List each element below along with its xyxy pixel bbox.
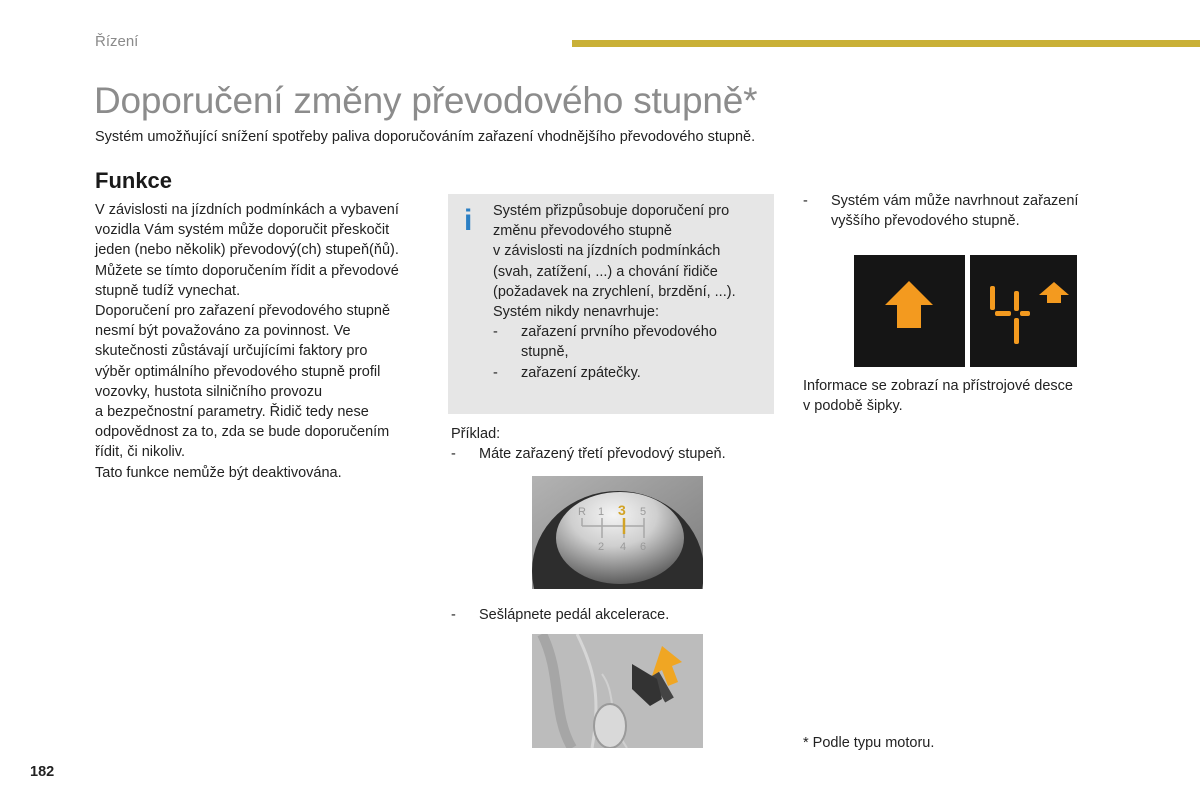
step-text: Sešlápnete pedál akcelerace.: [479, 607, 670, 623]
example-step: [451, 444, 771, 464]
bullet-dash: -: [451, 607, 456, 623]
bullet-text: zařazení zpátečky.: [521, 364, 641, 381]
text-line: Můžete se tímto doporučením řídit a převodové: [95, 262, 399, 279]
bullet-dash: -: [493, 324, 498, 341]
upshift-display-gear: [970, 255, 1077, 367]
gear-label-5: 5: [640, 506, 647, 518]
page-title: Doporučení změny převodového stupně*: [94, 80, 758, 121]
gear-knob-illustration: [532, 476, 703, 589]
bullet-dash: -: [451, 446, 456, 463]
gear-label-4: 4: [620, 541, 627, 553]
example-label: Příklad:: [451, 426, 501, 442]
bullet-line: zařazení prvního převodového: [521, 324, 717, 341]
gear-label-6: 6: [640, 541, 647, 553]
gear-label-1: 1: [598, 506, 605, 518]
info-bullet: [493, 322, 768, 362]
pedal-illustration: [532, 634, 703, 748]
info-line: Systém nikdy nenavrhuje:: [493, 304, 660, 321]
bullet-dash: -: [803, 193, 808, 209]
section-heading-funkce: Funkce: [95, 168, 173, 193]
info-line: (požadavek na zrychlení, brzdění, ...).: [493, 283, 736, 300]
info-line: změnu převodového stupně: [493, 223, 672, 240]
bullet-text: [521, 322, 717, 362]
text-line: Doporučení pro zařazení převodového stupně: [95, 303, 391, 320]
gear-label-2: 2: [598, 541, 605, 553]
gear-digit-display: [970, 255, 1077, 367]
display-caption: [803, 376, 1103, 416]
step-text: Máte zařazený třetí převodový stupeň.: [479, 446, 726, 463]
funkce-text: [95, 200, 435, 483]
arrow-up-icon: [854, 255, 965, 367]
section-label: Řízení: [95, 33, 139, 50]
text-line: vozovky, hustota silničního provozu: [95, 383, 323, 400]
gear-knob-image: [532, 476, 703, 589]
info-text: [493, 201, 768, 383]
intro-text: Systém umožňující snížení spotřeby paliva doporučováním zařazení vhodnějšího převodového stupně.: [95, 129, 756, 145]
caption-line: Informace se zobrazí na přístrojové desce: [803, 378, 1073, 394]
text-line: stupně tudíž vynechat.: [95, 282, 241, 299]
bullet-item: [803, 191, 1103, 231]
text-line: jeden (nebo několik) převodový(ch) stupeň(ňů).: [95, 242, 399, 259]
upshift-bullet: [803, 191, 1103, 231]
example-step: [451, 605, 771, 625]
footnote: * Podle typu motoru.: [803, 735, 935, 751]
example-block: [451, 424, 771, 464]
text-line: výběr optimálního převodového stupně profil: [95, 363, 381, 380]
bullet-line: vyššího převodového stupně.: [831, 213, 1020, 230]
info-line: v závislosti na jízdních podmínkách: [493, 243, 721, 260]
bullet-line: Systém vám může navrhnout zařazení: [831, 193, 1079, 209]
bullet-dash: -: [493, 364, 498, 381]
arrow-up-small-icon: [1039, 282, 1069, 303]
pedal-image: [532, 634, 703, 748]
text-line: a bezpečnostní parametry. Řidič tedy nese: [95, 404, 369, 421]
text-line: nesmí být považováno za povinnost. Ve: [95, 323, 351, 340]
text-line: odpovědnost za to, zda se bude doporučením: [95, 424, 390, 441]
press-step: [451, 605, 771, 625]
info-box: [448, 194, 774, 414]
text-line: V závislosti na jízdních podmínkách a vybavení: [95, 202, 399, 218]
caption-line: v podobě šipky.: [803, 398, 903, 415]
info-line: (svah, zatížení, ...) a chování řidiče: [493, 263, 718, 280]
gear-label-r: R: [578, 506, 586, 518]
header-rule: [572, 40, 1200, 47]
text-line: vozidla Vám systém může doporučit přeskočit: [95, 222, 390, 239]
bullet-line: stupně,: [521, 344, 569, 361]
upshift-display-arrow: [854, 255, 965, 367]
info-line: Systém přizpůsobuje doporučení pro: [493, 203, 730, 219]
bullet-text: [831, 191, 1078, 231]
text-line: Tato funkce nemůže být deaktivována.: [95, 464, 342, 481]
gear-label-3: 3: [618, 502, 626, 518]
info-bullet: [493, 363, 768, 383]
text-line: skutečnosti zůstávají určujícími faktory pro: [95, 343, 368, 360]
text-line: řídit, či nikoliv.: [95, 444, 185, 461]
info-icon: i: [464, 204, 473, 237]
page-number: 182: [30, 764, 55, 780]
